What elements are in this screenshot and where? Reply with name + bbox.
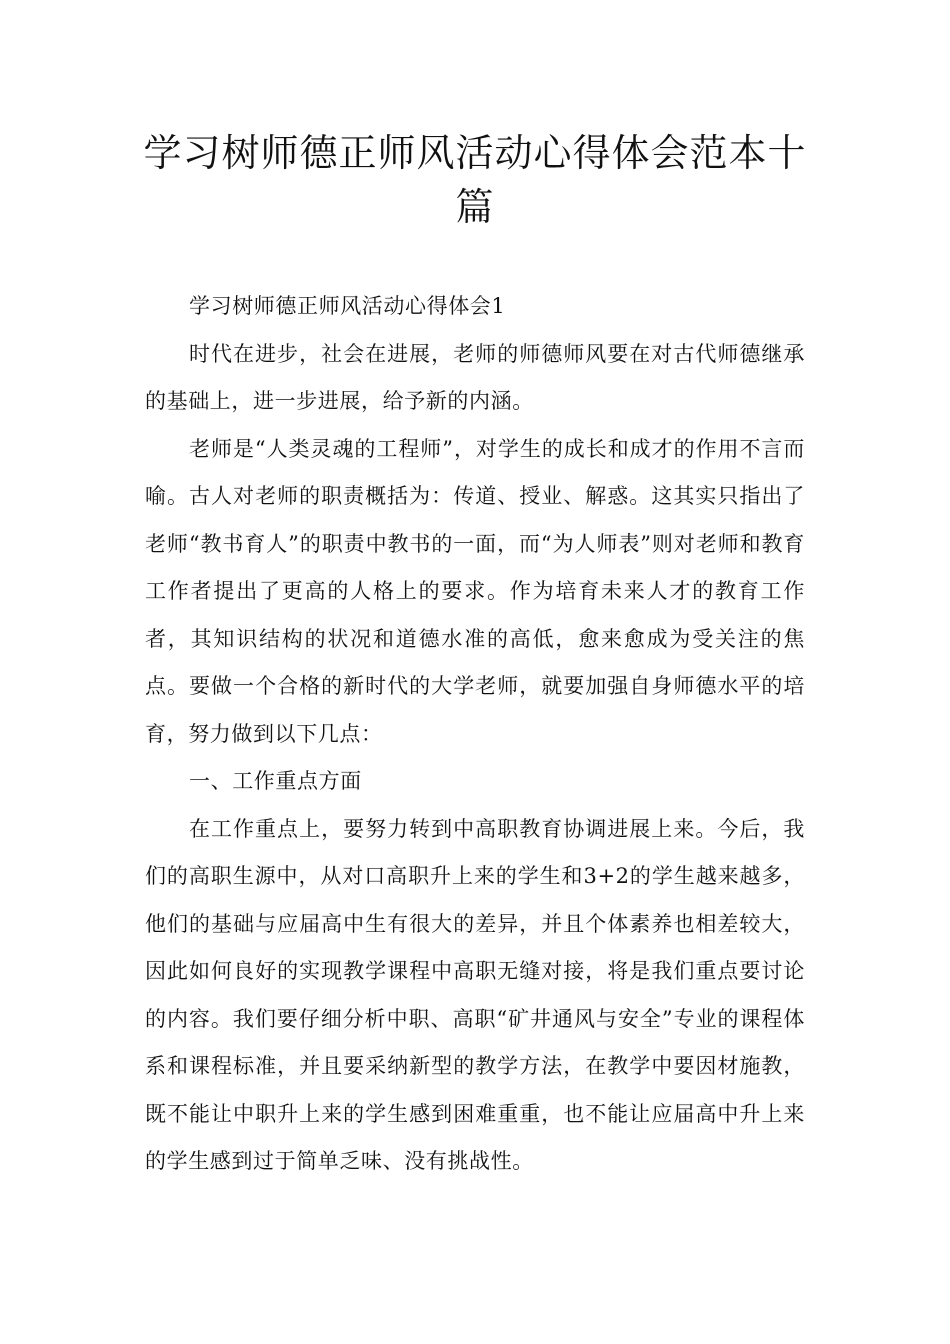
paragraph-teacher-role: 老师是“人类灵魂的工程师”，对学生的成长和成才的作用不言而喻。古人对老师的职责概括为：传道、授业、解惑。这其实只指出了老师“教书育人”的职责中教书的一面，而“为人师表”则对老师和教育工作者提出了更高的人格上的要求。作为培育未来人才的教育工作者，其知识结构的状况和道德水准的高低，愈来愈成为受关注的焦点。要做一个合格的新时代的大学老师，就要加强自身师德水平的培育，努力做到以下几点： [145,436,805,746]
document-body [145,283,805,1186]
paragraph-intro: 时代在进步，社会在进展，老师的师德师风要在对古代师德继承的基础上，进一步进展，给予新的内涵。 [145,341,805,413]
document-title: 学习树师德正师风活动心得体会范本十篇 [143,131,807,229]
paragraph-work-focus: 在工作重点上，要努力转到中高职教育协调进展上来。今后，我们的高职生源中，从对口高职升上来的学生和3+2的学生越来越多，他们的基础与应届高中生有很大的差异，并且个体素养也相差较大，因此如何良好的实现教学课程中高职无缝对接，将是我们重点要讨论的内容。我们要仔细分析中职、高职“矿井通风与安全”专业的课程体系和课程标准，并且要采纳新型的教学方法，在教学中要因材施教，既不能让中职升上来的学生感到困难重重，也不能让应届高中升上来的学生感到过于简单乏味、没有挑战性。 [145,816,805,1173]
subheading-work-focus: 一、工作重点方面 [189,769,362,793]
section-heading-1: 学习树师德正师风活动心得体会1 [189,294,506,318]
